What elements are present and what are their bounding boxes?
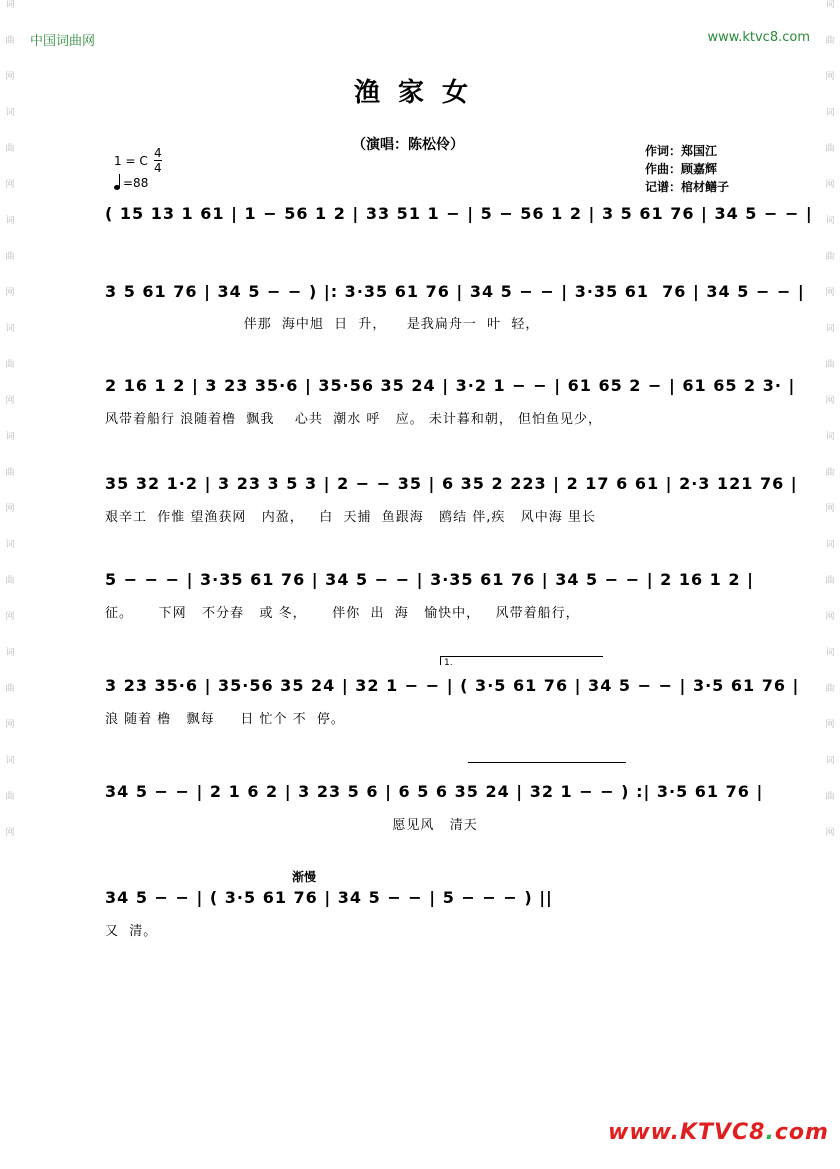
edge-glyph: 词 (825, 0, 835, 10)
edge-glyph: 词 (5, 0, 15, 10)
lyric-row-2: 伴那 海中旭 日 升， 是我扁舟一 叶 轻， (105, 317, 540, 332)
edge-glyph: 网 (825, 72, 835, 82)
edge-glyph: 词 (5, 648, 15, 658)
edge-glyph: 网 (825, 396, 835, 406)
edge-glyph: 网 (825, 504, 835, 514)
edge-glyph: 曲 (5, 144, 15, 154)
lyric-row-7: 愿见风 清天 (105, 818, 478, 833)
site-url-right[interactable]: www.ktvc8.com (707, 30, 810, 45)
edge-glyph: 网 (825, 180, 835, 190)
composer-credit: 作曲：顾嘉辉 (645, 162, 718, 176)
music-row-8: 34 5 − − | ( 3·5 61 76 | 34 5 − − | 5 − − − ) || (105, 888, 553, 907)
tempo-change-marking: 渐慢 (292, 870, 317, 884)
song-title: 渔家女 (353, 78, 486, 108)
edge-glyph: 曲 (5, 792, 15, 802)
logo-www: www. (608, 1120, 680, 1145)
edge-glyph: 词 (5, 108, 15, 118)
edge-glyph: 词 (5, 216, 15, 226)
edge-glyph: 词 (5, 324, 15, 334)
music-row-4: 35 32 1·2 | 3 23 3 5 3 | 2 − − 35 | 6 35 2 223 | 2 17 6 61 | 2·3 121 76 | (105, 474, 798, 493)
edge-glyph: 网 (825, 288, 835, 298)
edge-glyph: 词 (5, 540, 15, 550)
tempo-value: =88 (123, 176, 149, 190)
edge-glyph: 曲 (5, 576, 15, 586)
edge-glyph: 词 (825, 216, 835, 226)
quarter-note-icon (114, 185, 120, 190)
transcriber-credit: 记谱：棺材鳝子 (645, 180, 730, 194)
edge-glyph: 曲 (5, 252, 15, 262)
ending-bracket-line (468, 762, 626, 771)
edge-glyph: 曲 (5, 360, 15, 370)
music-row-3: 2 16 1 2 | 3 23 35·6 | 35·56 35 24 | 3·2 1 − − | 61 65 2 − | 61 65 2 3· | (105, 376, 796, 395)
edge-glyph: 词 (825, 324, 835, 334)
time-signature (154, 146, 162, 175)
edge-glyph: 网 (5, 180, 15, 190)
lyricist-credit: 作词：郑国江 (645, 144, 718, 158)
first-ending-bracket (440, 656, 603, 665)
edge-glyph: 词 (825, 648, 835, 658)
edge-glyph: 网 (5, 288, 15, 298)
logo-brand: KTVC8 (679, 1120, 766, 1145)
time-signature-top: 4 (154, 146, 162, 160)
edge-glyph: 网 (825, 612, 835, 622)
edge-glyph: 曲 (825, 468, 835, 478)
edge-glyph: 网 (825, 828, 835, 838)
lyric-row-5: 征。 下网 不分春 或 冬， 伴你 出 海 愉快中， 风带着船行， (105, 606, 580, 621)
edge-glyph: 曲 (825, 252, 835, 262)
edge-glyph: 曲 (825, 576, 835, 586)
lyric-row-4: 艰辛工 作惟 望渔获网 内盈， 白 天捕 鱼跟海 鸥结 伴,疾 风中海 里长 (105, 510, 596, 525)
lyric-row-6: 浪 随着 橹 飘每 日 忙个 不 停。 (105, 712, 345, 727)
edge-glyph: 网 (5, 72, 15, 82)
edge-glyph: 网 (5, 396, 15, 406)
edge-glyph: 曲 (825, 792, 835, 802)
edge-glyph: 曲 (825, 684, 835, 694)
time-signature-bottom: 4 (154, 161, 162, 175)
logo-dot: . (765, 1120, 775, 1145)
site-name-left[interactable]: 中国词曲网 (30, 34, 96, 49)
edge-glyph: 词 (825, 540, 835, 550)
edge-glyph: 曲 (825, 36, 835, 46)
lyric-row-8: 又 清。 (105, 924, 158, 939)
singer-credit: （演唱：陈松伶） (352, 137, 464, 153)
edge-glyph: 网 (825, 720, 835, 730)
left-edge-watermark (2, 0, 18, 1169)
edge-glyph: 曲 (825, 144, 835, 154)
lyric-row-3: 风带着船行 浪随着橹 飘我 心共 潮水 呼 应。 未计暮和朝， 但怕鱼见少， (105, 412, 602, 427)
first-ending-label: 1. (444, 658, 453, 668)
edge-glyph: 曲 (5, 36, 15, 46)
logo-tld: com (774, 1120, 829, 1145)
edge-glyph: 词 (825, 756, 835, 766)
edge-glyph: 曲 (5, 684, 15, 694)
edge-glyph: 词 (5, 432, 15, 442)
edge-glyph: 网 (5, 828, 15, 838)
edge-glyph: 网 (5, 504, 15, 514)
edge-glyph: 曲 (5, 468, 15, 478)
edge-glyph: 词 (825, 108, 835, 118)
key-signature: 1 = C (114, 154, 148, 168)
ktvc8-logo[interactable] (608, 1120, 829, 1145)
music-row-6: 3 23 35·6 | 35·56 35 24 | 32 1 − − | ( 3·5 61 76 | 34 5 − − | 3·5 61 76 | (105, 676, 800, 695)
music-row-1: ( 15 13 1 61 | 1 − 56 1 2 | 33 51 1 − | 5 − 56 1 2 | 3 5 61 76 | 34 5 − − | (105, 204, 813, 223)
right-edge-watermark (822, 0, 838, 1169)
music-row-5: 5 − − − | 3·35 61 76 | 34 5 − − | 3·35 61 76 | 34 5 − − | 2 16 1 2 | (105, 570, 754, 589)
edge-glyph: 曲 (825, 360, 835, 370)
edge-glyph: 网 (5, 612, 15, 622)
music-row-2: 3 5 61 76 | 34 5 − − ) |: 3·35 61 76 | 34 5 − − | 3·35 61 76 | 34 5 − − | (105, 282, 805, 301)
edge-glyph: 词 (5, 756, 15, 766)
edge-glyph: 词 (825, 432, 835, 442)
music-row-7: 34 5 − − | 2 1 6 2 | 3 23 5 6 | 6 5 6 35 24 | 32 1 − − ) :| 3·5 61 76 | (105, 782, 764, 801)
tempo-marking (114, 176, 148, 190)
edge-glyph: 网 (5, 720, 15, 730)
